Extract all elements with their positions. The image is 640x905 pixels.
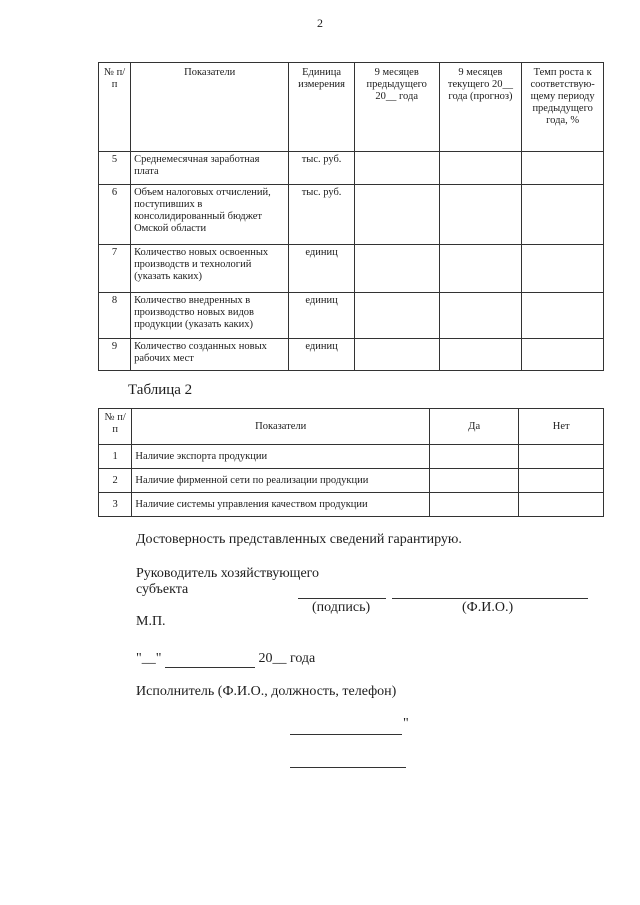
signature-line[interactable]: [298, 598, 386, 599]
cell-no[interactable]: [519, 493, 604, 517]
cell-yes[interactable]: [430, 469, 519, 493]
header-indicator: Показатели: [131, 63, 289, 152]
header-prev-period: 9 месяцев предыдущего 20__ года: [354, 63, 439, 152]
head-title-line2: субъекта: [136, 582, 189, 597]
cell-no[interactable]: [519, 445, 604, 469]
row-indicator: Количество внедренных в производство новых видов продукции (указать каких): [131, 293, 289, 339]
row-num: 2: [99, 469, 132, 493]
date-year: 20__ года: [258, 651, 316, 666]
row-indicator: Наличие экспорта продукции: [132, 445, 430, 469]
row-unit: единиц: [289, 293, 355, 339]
row-unit: единиц: [289, 245, 355, 293]
cell-yes[interactable]: [430, 445, 519, 469]
row-indicator: Количество созданных новых рабочих мест: [131, 339, 289, 371]
header-unit: Единица измерения: [289, 63, 355, 152]
head-title-line1: Руководитель хозяйствующего: [136, 566, 320, 581]
page-number: 2: [317, 16, 323, 30]
row-indicator: Объем налоговых отчислений, поступивших в консолидированный бюджет Омской области: [131, 185, 289, 245]
cell-prev-value[interactable]: [354, 293, 439, 339]
cell-current-value[interactable]: [439, 339, 522, 371]
cell-growth-value[interactable]: [522, 245, 604, 293]
table-row: [99, 152, 604, 185]
cell-growth-value[interactable]: [522, 339, 604, 371]
cell-current-value[interactable]: [439, 293, 522, 339]
executor-quote: ": [403, 716, 409, 731]
table-row: [99, 339, 604, 371]
row-num: 3: [99, 493, 132, 517]
row-num: 6: [99, 185, 131, 245]
date-line: [136, 651, 315, 668]
table-header-row: [99, 63, 604, 152]
row-num: 9: [99, 339, 131, 371]
executor-line-1[interactable]: [290, 734, 402, 735]
header-no: Нет: [519, 409, 604, 445]
cell-growth-value[interactable]: [522, 185, 604, 245]
date-day: "__": [136, 651, 162, 666]
cell-current-value[interactable]: [439, 185, 522, 245]
guarantee-statement: Достоверность представленных сведений гарантирую.: [136, 532, 462, 547]
date-month-blank[interactable]: [165, 651, 255, 668]
table-row: [99, 293, 604, 339]
cell-current-value[interactable]: [439, 245, 522, 293]
name-label: (Ф.И.О.): [462, 600, 514, 615]
row-indicator: Наличие системы управления качеством продукции: [132, 493, 430, 517]
row-indicator: Количество новых освоенных производств и технологий (указать каких): [131, 245, 289, 293]
header-current-period: 9 месяцев текущего 20__ года (прогноз): [439, 63, 522, 152]
stamp-label: М.П.: [136, 614, 166, 629]
row-num: 5: [99, 152, 131, 185]
row-num: 8: [99, 293, 131, 339]
cell-no[interactable]: [519, 469, 604, 493]
yes-no-table: [98, 408, 604, 517]
indicators-table: [98, 62, 604, 371]
header-num: № п/п: [99, 409, 132, 445]
row-unit: тыс. руб.: [289, 185, 355, 245]
row-indicator: Среднемесячная заработная плата: [131, 152, 289, 185]
header-growth-rate: Темп роста к соответствую-щему периоду предыдущего года, %: [522, 63, 604, 152]
header-num: № п/п: [99, 63, 131, 152]
row-num: 1: [99, 445, 132, 469]
table-row: [99, 493, 604, 517]
table-row: [99, 185, 604, 245]
table-row: [99, 445, 604, 469]
cell-growth-value[interactable]: [522, 152, 604, 185]
table-row: [99, 245, 604, 293]
cell-prev-value[interactable]: [354, 339, 439, 371]
row-num: 7: [99, 245, 131, 293]
name-line[interactable]: [392, 598, 588, 599]
executor-line-2[interactable]: [290, 767, 406, 768]
table2-caption: Таблица 2: [128, 382, 193, 398]
executor-label: Исполнитель (Ф.И.О., должность, телефон): [136, 684, 397, 699]
row-unit: единиц: [289, 339, 355, 371]
table-row: [99, 469, 604, 493]
header-yes: Да: [430, 409, 519, 445]
cell-growth-value[interactable]: [522, 293, 604, 339]
cell-yes[interactable]: [430, 493, 519, 517]
cell-current-value[interactable]: [439, 152, 522, 185]
row-unit: тыс. руб.: [289, 152, 355, 185]
cell-prev-value[interactable]: [354, 245, 439, 293]
row-indicator: Наличие фирменной сети по реализации продукции: [132, 469, 430, 493]
cell-prev-value[interactable]: [354, 185, 439, 245]
cell-prev-value[interactable]: [354, 152, 439, 185]
signature-label: (подпись): [312, 600, 371, 615]
table-header-row: [99, 409, 604, 445]
header-indicator: Показатели: [132, 409, 430, 445]
